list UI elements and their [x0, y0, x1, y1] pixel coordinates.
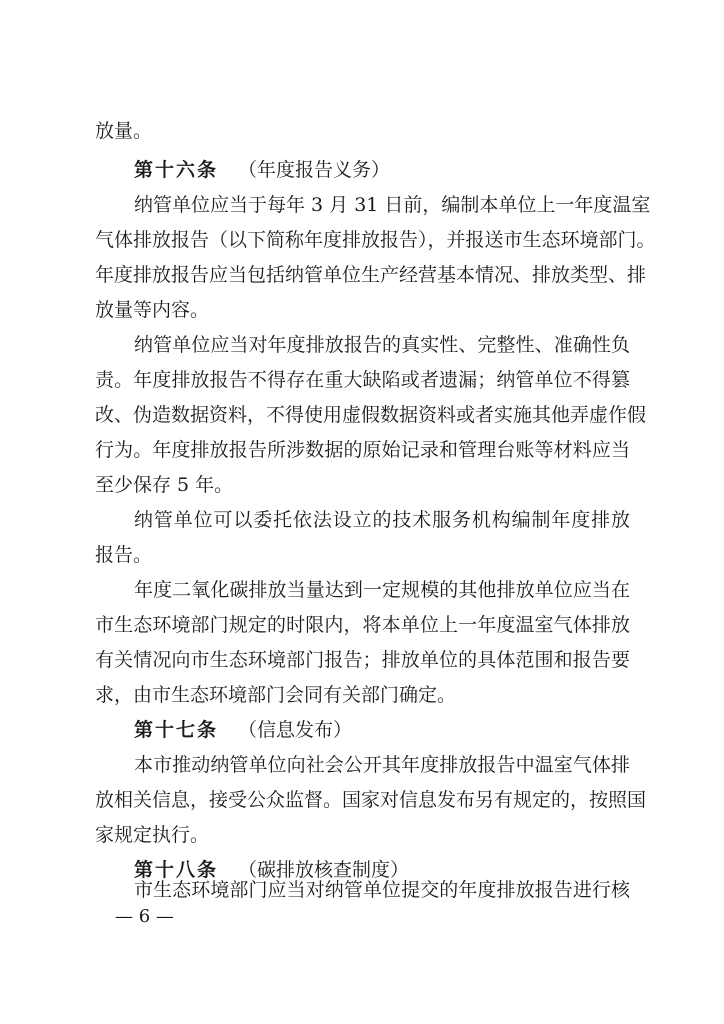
article-number: 第十八条 [134, 859, 219, 881]
text-line: 纳管单位可以委托依法设立的技术服务机构编制年度排放 [134, 509, 630, 531]
text-line: 有关情况向市生态环境部门报告；排放单位的具体范围和报告要 [95, 649, 630, 671]
text-line: 市生态环境部门规定的时限内，将本单位上一年度温室气体排放 [95, 614, 630, 636]
text-line: 放量。 [95, 120, 153, 142]
article-number: 第十六条 [134, 159, 219, 181]
text-line: 年度排放报告应当包括纳管单位生产经营基本情况、排放类型、排 [95, 264, 647, 286]
text-line: 纳管单位应当于每年 3 月 31 日前，编制本单位上一年度温室 [134, 194, 651, 216]
article-topic: （信息发布） [238, 719, 353, 741]
text-line: 市生态环境部门应当对纳管单位提交的年度排放报告进行核 [134, 879, 630, 901]
text-line: 家规定执行。 [95, 824, 210, 846]
article-16-heading [134, 157, 390, 183]
text-line: 至少保存 5 年。 [95, 474, 234, 496]
article-topic: （碳排放核查制度） [238, 859, 410, 881]
article-number: 第十七条 [134, 719, 219, 741]
text-line: 行为。年度排放报告所涉数据的原始记录和管理台账等材料应当 [95, 439, 630, 461]
text-line: 放相关信息，接受公众监督。国家对信息发布另有规定的，按照国 [95, 789, 647, 811]
text-line: 改、伪造数据资料，不得使用虚假数据资料或者实施其他弄虚作假 [95, 404, 647, 426]
text-line: 气体排放报告（以下简称年度排放报告），并报送市生态环境部门。 [95, 229, 656, 251]
text-line: 责。年度排放报告不得存在重大缺陷或者遗漏；纳管单位不得篡 [95, 369, 630, 391]
text-line: 本市推动纳管单位向社会公开其年度排放报告中温室气体排 [134, 754, 630, 776]
text-line: 求，由市生态环境部门会同有关部门确定。 [95, 684, 457, 706]
text-line: 报告。 [95, 544, 153, 566]
article-17-heading [134, 717, 352, 743]
text-line: 年度二氧化碳排放当量达到一定规模的其他排放单位应当在 [134, 579, 630, 601]
text-line: 纳管单位应当对年度排放报告的真实性、完整性、准确性负 [134, 334, 630, 356]
text-line: 放量等内容。 [95, 299, 210, 321]
article-topic: （年度报告义务） [238, 159, 391, 181]
page-number: — 6 — [115, 906, 174, 927]
